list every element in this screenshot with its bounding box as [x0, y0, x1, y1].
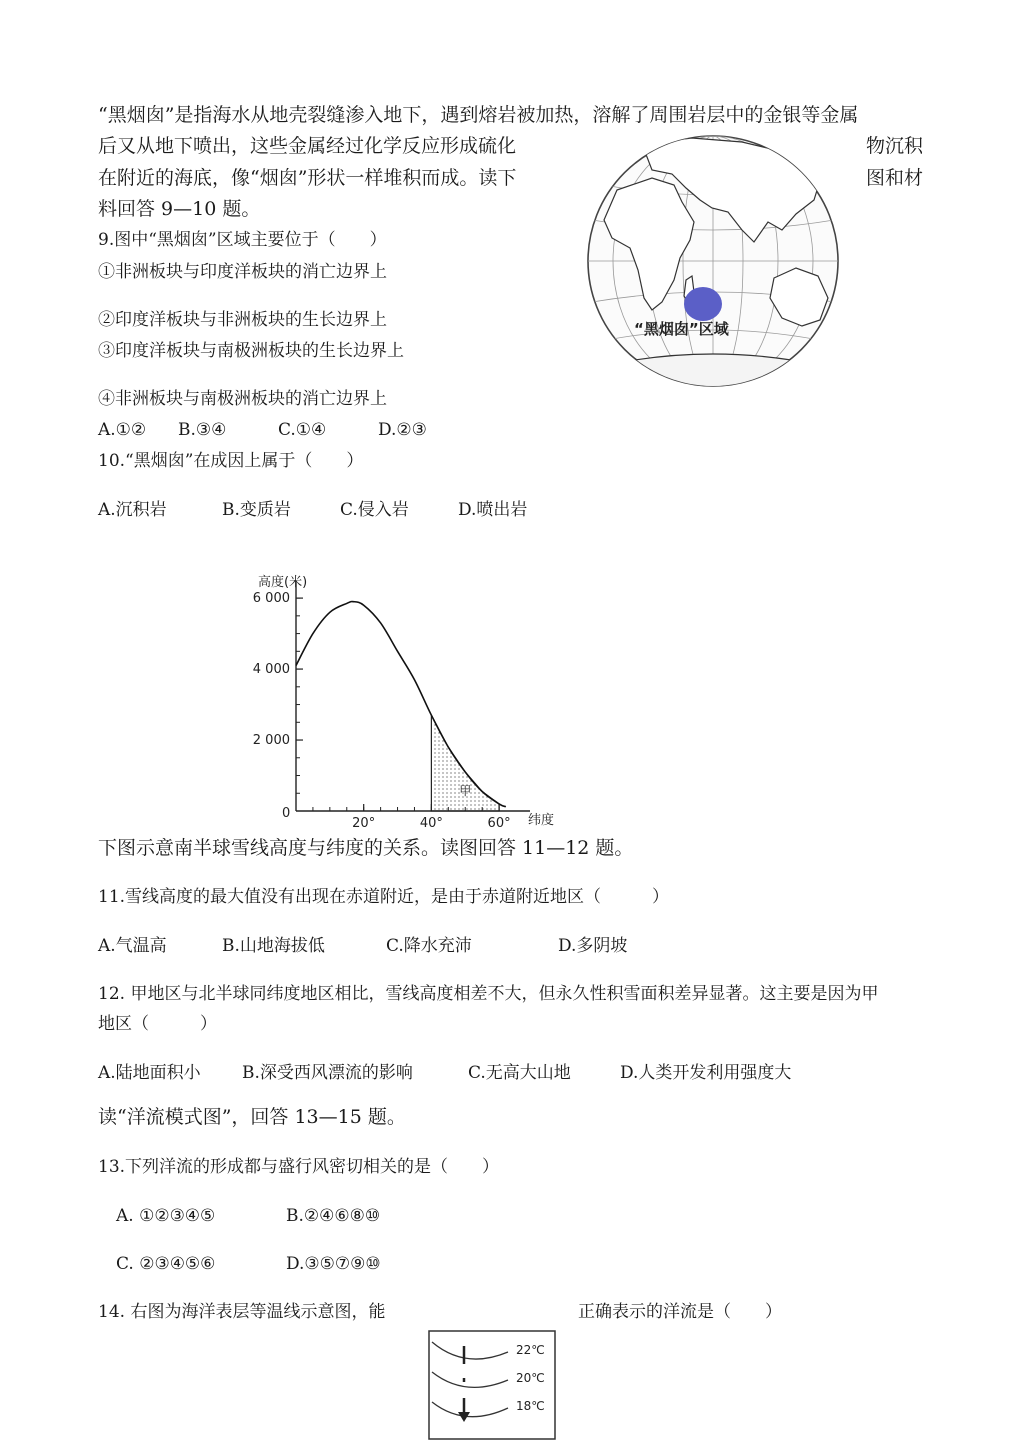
q9-option-4: ④非洲板块与南极洲板块的消亡边界上: [98, 389, 387, 409]
q9-option-2: ②印度洋板块与非洲板块的生长边界上: [98, 310, 387, 330]
intro-line-3a: 在附近的海底，像“烟囱”形状一样堆积而成。读下: [98, 167, 517, 189]
intro-line-2b: 物沉积: [866, 135, 924, 157]
y-tick-label: 6 000: [252, 591, 290, 607]
q13-choice-c[interactable]: C. ②③④⑤⑥: [116, 1254, 216, 1274]
q9-stem: 9.图中“黑烟囱”区域主要位于（ ）: [98, 230, 387, 250]
intro-line-2a: 后又从地下喷出，这些金属经过化学反应形成硫化: [98, 135, 517, 157]
q11-stem: 11.雪线高度的最大值没有出现在赤道附近，是由于赤道附近地区（ ）: [98, 887, 670, 907]
black-smoker-marker: [684, 287, 722, 321]
q11-choice-a[interactable]: A.气温高: [98, 936, 167, 956]
q9-choice-a[interactable]: A.①②: [98, 420, 147, 440]
snowline-intro: 下图示意南半球雪线高度与纬度的关系。读图回答 11—12 题。: [98, 837, 634, 859]
q12-choice-c[interactable]: C.无高大山地: [468, 1063, 571, 1083]
q13-stem: 13.下列洋流的形成都与盛行风密切相关的是（ ）: [98, 1157, 500, 1177]
snowline-chart: [250, 568, 570, 830]
y-tick-label: 4 000: [252, 662, 290, 678]
snowline-curve: [296, 602, 506, 807]
isotherm-label-22: 22℃: [516, 1343, 545, 1357]
x-tick-label: 60°: [487, 816, 511, 830]
q12-choice-b[interactable]: B.深受西风漂流的影响: [242, 1063, 413, 1083]
globe-region-label: “黑烟囱”区域: [634, 320, 729, 338]
q13-choice-d[interactable]: D.③⑤⑦⑨⑩: [286, 1254, 381, 1274]
q9-choice-c[interactable]: C.①④: [278, 420, 327, 440]
chart-ylabel: 高度(米): [258, 575, 308, 590]
q11-choice-c[interactable]: C.降水充沛: [386, 936, 472, 956]
x-tick-label: 40°: [419, 816, 443, 830]
globe-figure: [582, 130, 844, 392]
intro-line-4: 料回答 9—10 题。: [98, 198, 261, 220]
intro-line-1: “黑烟囱”是指海水从地壳裂缝渗入地下，遇到熔岩被加热，溶解了周围岩层中的金银等金属: [98, 104, 859, 126]
q9-option-1: ①非洲板块与印度洋板块的消亡边界上: [98, 262, 387, 282]
q10-choice-c[interactable]: C.侵入岩: [340, 500, 409, 520]
q12-stem-line-1: 12. 甲地区与北半球同纬度地区相比，雪线高度相差不大，但永久性积雪面积差异显著。这主要是因为甲: [98, 984, 879, 1004]
x-tick-label: 20°: [352, 816, 376, 830]
intro-line-3b: 图和材: [866, 167, 924, 189]
q12-choice-a[interactable]: A.陆地面积小: [98, 1063, 201, 1083]
shaded-region-label: 甲: [459, 784, 472, 799]
q13-choice-b[interactable]: B.②④⑥⑧⑩: [286, 1206, 381, 1226]
q10-choice-d[interactable]: D.喷出岩: [458, 500, 528, 520]
q10-stem: 10.“黑烟囱”在成因上属于（ ）: [98, 451, 364, 471]
y-tick-label: 2 000: [252, 733, 290, 749]
q9-choice-b[interactable]: B.③④: [178, 420, 227, 440]
q11-choice-d[interactable]: D.多阴坡: [558, 936, 628, 956]
isotherm-label-20: 20℃: [516, 1371, 545, 1385]
isotherm-label-18: 18℃: [516, 1399, 545, 1413]
q9-choice-d[interactable]: D.②③: [378, 420, 427, 440]
q12-choice-d[interactable]: D.人类开发利用强度大: [620, 1063, 792, 1083]
q10-choice-a[interactable]: A.沉积岩: [98, 500, 167, 520]
chart-origin-label: 0: [282, 806, 291, 821]
isotherm-figure: [428, 1330, 558, 1442]
q10-choice-b[interactable]: B.变质岩: [222, 500, 291, 520]
q12-stem-line-2: 地区（ ）: [98, 1014, 217, 1034]
q11-choice-b[interactable]: B.山地海拔低: [222, 936, 325, 956]
q9-option-3: ③印度洋板块与南极洲板块的生长边界上: [98, 341, 404, 361]
q13-choice-a[interactable]: A. ①②③④⑤: [116, 1206, 216, 1226]
chart-xlabel: 纬度: [528, 813, 555, 828]
q14-stem-b: 正确表示的洋流是（ ）: [578, 1302, 782, 1322]
q14-stem-a: 14. 右图为海洋表层等温线示意图，能: [98, 1302, 386, 1322]
current-intro: 读“洋流模式图”，回答 13—15 题。: [98, 1106, 406, 1128]
